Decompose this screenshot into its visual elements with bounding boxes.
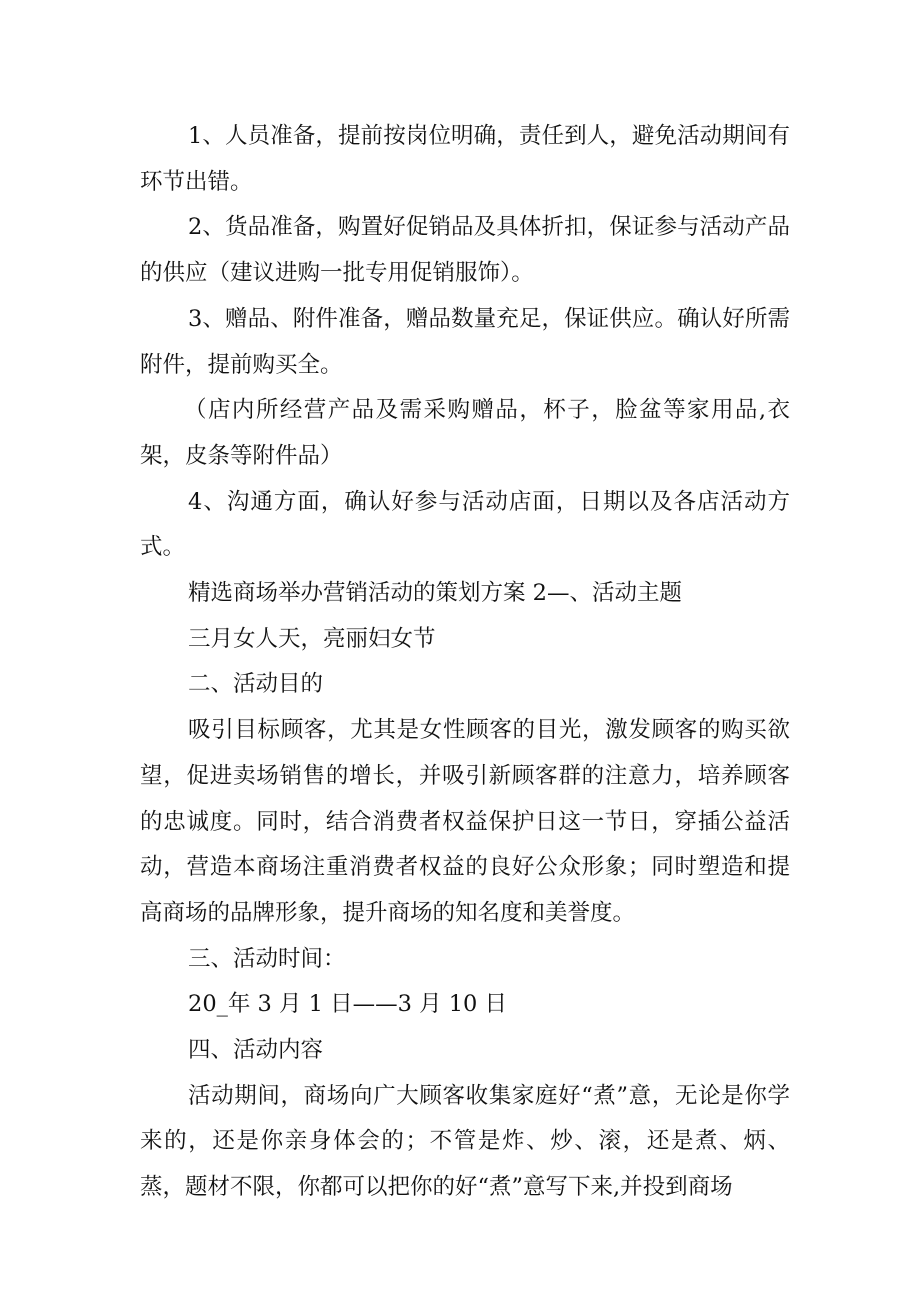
section-heading-plan-theme: 精选商场举办营销活动的策划方案 2—、活动主题 xyxy=(188,580,682,607)
paragraph-gift-note: （店内所经营产品及需采购赠品，杯子，脸盆等家用品,衣架，皮条等附件品） xyxy=(140,397,790,469)
paragraph-purpose: 吸引目标顾客，尤其是女性顾客的目光，激发顾客的购买欲望，促进卖场销售的增长，并吸引新顾客群的注意力，培养顾客的忠诚度。同时，结合消费者权益保护日这一节日，穿插公益活动，营造本商场注重消费者权益的良好公众形象；同时塑造和提高商场的品牌形象，提升商场的知名度和美誉度。 xyxy=(140,717,790,926)
paragraph-time-range: 20_年 3 月 1 日——3 月 10 日 xyxy=(188,991,508,1018)
section-heading-purpose: 二、活动目的 xyxy=(188,671,324,698)
section-heading-content: 四、活动内容 xyxy=(188,1037,324,1064)
paragraph-goods-preparation: 2、货品准备，购置好促销品及具体折扣，保证参与活动产品的供应（建议进购一批专用促销服饰）。 xyxy=(140,214,790,287)
paragraph-content: 活动期间，商场向广大顾客收集家庭好“煮”意，无论是你学来的，还是你亲身体会的；不管是炸、炒、滚，还是煮、炳、蒸，题材不限，你都可以把你的好“煮”意写下来,并投到商场 xyxy=(140,1082,790,1201)
paragraph-gift-preparation: 3、赠品、附件准备，赠品数量充足，保证供应。确认好所需附件，提前购买全。 xyxy=(140,305,790,378)
section-heading-time: 三、活动时间： xyxy=(188,945,346,972)
document-body xyxy=(140,114,790,1211)
paragraph-theme-slogan: 三月女人天，亮丽妇女节 xyxy=(188,625,436,652)
paragraph-staff-preparation: 1、人员准备，提前按岗位明确，责任到人，避免活动期间有环节出错。 xyxy=(140,123,790,195)
paragraph-communication: 4、沟通方面，确认好参与活动店面，日期以及各店活动方式。 xyxy=(140,488,790,561)
